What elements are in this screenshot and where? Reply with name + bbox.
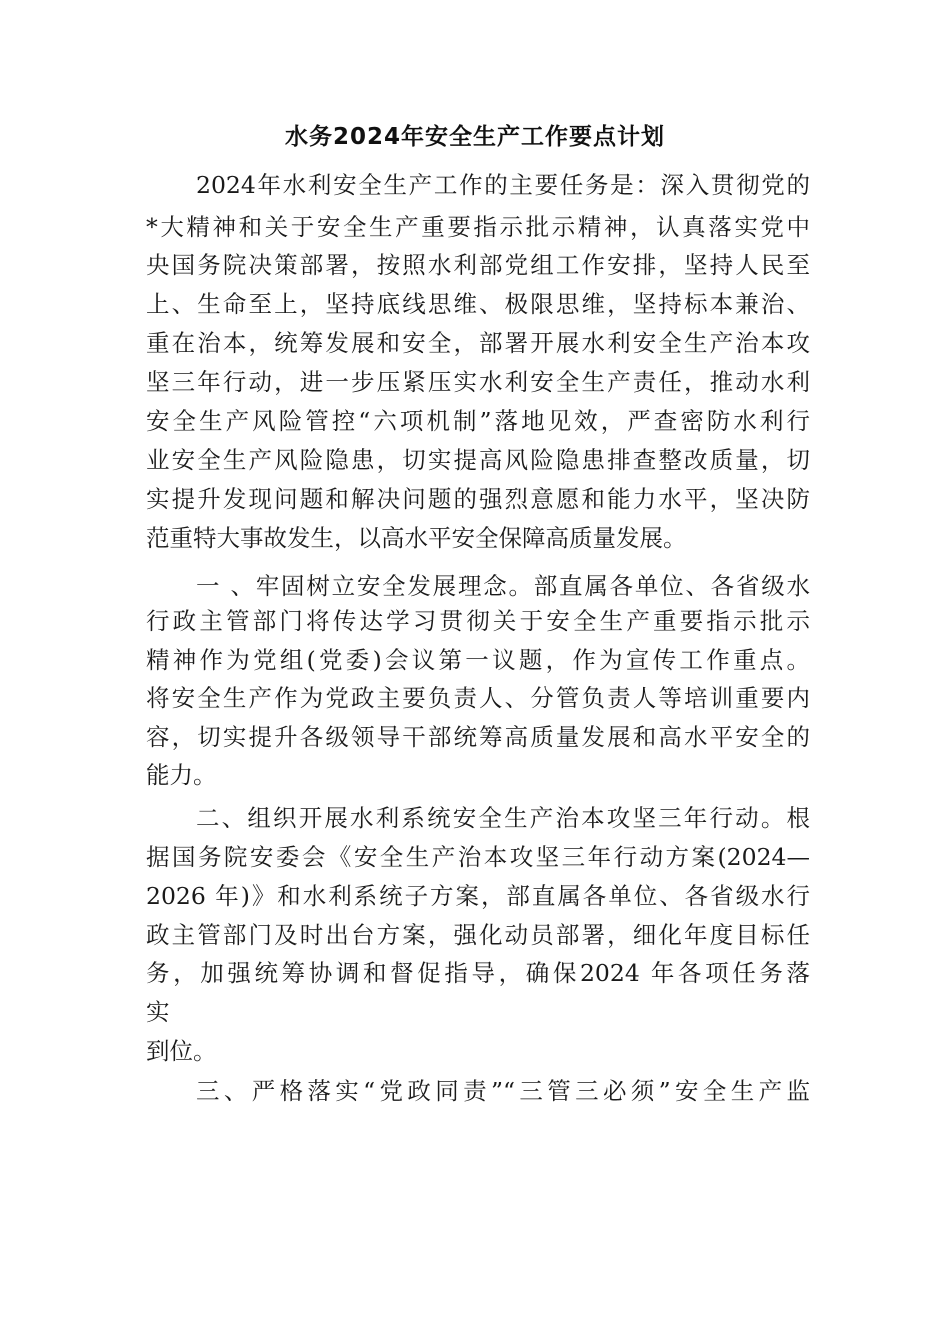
text-line: 范重特大事故发生，以高水平安全保障高质量发展。: [146, 524, 687, 552]
text-line: 上、生命至上，坚持底线思维、极限思维，坚持标本兼治、: [146, 290, 810, 318]
text-line: 重在治本，统筹发展和安全，部署开展水利安全生产治本攻: [146, 329, 810, 357]
text-line: 务，加强统筹协调和督促指导，确保2024 年各项任务落: [146, 959, 810, 987]
text-line: *大精神和关于安全生产重要指示批示精神，认真落实党中: [146, 213, 810, 241]
text-line: 央国务院决策部署，按照水利部党组工作安排，坚持人民至: [146, 251, 810, 279]
text-line: 一 、牢固树立安全发展理念。部直属各单位、各省级水: [196, 572, 810, 600]
text-line: 业安全生产风险隐患，切实提高风险隐患排查整改质量，切: [146, 446, 810, 474]
text-line: 2024年水利安全生产工作的主要任务是：深入贯彻党的: [196, 171, 810, 199]
text-line: 据国务院安委会《安全生产治本攻坚三年行动方案(2024—: [146, 843, 810, 871]
text-line: 安全生产风险管控“六项机制”落地见效，严查密防水利行: [146, 407, 810, 435]
document-title: 水务2024年安全生产工作要点计划: [284, 124, 665, 150]
text-line: 行政主管部门将传达学习贯彻关于安全生产重要指示批示: [146, 607, 810, 635]
text-line: 容，切实提升各级领导干部统筹高质量发展和高水平安全的: [146, 723, 810, 751]
text-line: 实提升发现问题和解决问题的强烈意愿和能力水平，坚决防: [146, 485, 810, 513]
text-line: 2026 年)》和水利系统子方案，部直属各单位、各省级水行: [146, 882, 810, 910]
text-line: 精神作为党组(党委)会议第一议题，作为宣传工作重点。: [146, 646, 810, 674]
text-line: 三、严格落实“党政同责”“三管三必须”安全生产监: [196, 1077, 810, 1105]
text-line: 二、组织开展水利系统安全生产治本攻坚三年行动。根: [196, 804, 810, 832]
text-line: 到位。: [146, 1037, 217, 1065]
text-line: 实: [146, 998, 170, 1026]
text-line: 坚三年行动，进一步压紧压实水利安全生产责任，推动水利: [146, 368, 810, 396]
text-line: 能力。: [146, 761, 217, 789]
text-line: 将安全生产作为党政主要负责人、分管负责人等培训重要内: [146, 684, 810, 712]
text-line: 政主管部门及时出台方案，强化动员部署，细化年度目标任: [146, 921, 810, 949]
